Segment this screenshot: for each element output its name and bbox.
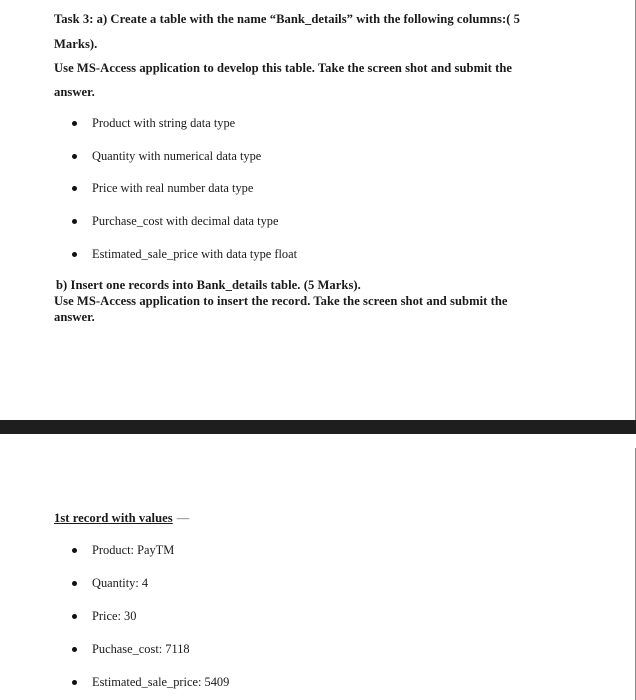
record-heading-text: 1st record with values xyxy=(54,511,173,525)
record-heading-dash: — xyxy=(176,511,190,525)
list-item-label: Estimated_sale_price: 5409 xyxy=(92,675,230,689)
bullet-icon xyxy=(72,219,77,224)
page-separator xyxy=(0,420,636,434)
list-item-label: Estimated_sale_price with data type float xyxy=(92,247,298,261)
bullet-icon xyxy=(72,186,77,191)
list-item xyxy=(72,116,235,131)
list-item-label: Product with string data type xyxy=(92,116,236,130)
list-item xyxy=(72,675,229,690)
part-b-line3: answer. xyxy=(54,310,95,324)
bullet-icon xyxy=(72,121,77,126)
list-item xyxy=(72,247,297,262)
part-b-line2: Use MS-Access application to insert the record. Take the screen shot and submit the xyxy=(54,294,508,308)
list-item xyxy=(72,181,253,196)
task-heading-line3: Use MS-Access application to develop this table. Take the screen shot and submit the xyxy=(54,61,513,75)
bullet-icon xyxy=(72,680,77,685)
list-item xyxy=(72,149,261,164)
list-item-label: Quantity with numerical data type xyxy=(92,149,262,163)
bullet-icon xyxy=(72,614,77,619)
task-heading-line2: Marks). xyxy=(54,37,98,51)
task-heading-line4: answer. xyxy=(54,85,95,99)
list-item-label: Price with real number data type xyxy=(92,181,254,195)
list-item xyxy=(72,543,174,558)
list-item-label: Puchase_cost: 7118 xyxy=(92,642,190,656)
list-item xyxy=(72,642,190,657)
record-heading xyxy=(54,511,189,526)
list-item-label: Price: 30 xyxy=(92,609,137,623)
bullet-icon xyxy=(72,154,77,159)
bullet-icon xyxy=(72,548,77,553)
list-item-label: Quantity: 4 xyxy=(92,576,149,590)
list-item xyxy=(72,609,136,624)
task-heading-line1: Task 3: a) Create a table with the name “Bank_details” with the following columns:( 5 xyxy=(54,12,521,26)
bullet-icon xyxy=(72,647,77,652)
part-b-line1: b) Insert one records into Bank_details table. (5 Marks). xyxy=(56,278,361,292)
list-item-label: Product: PayTM xyxy=(92,543,175,557)
list-item xyxy=(72,576,148,591)
bullet-icon xyxy=(72,252,77,257)
list-item-label: Purchase_cost with decimal data type xyxy=(92,214,279,228)
bullet-icon xyxy=(72,581,77,586)
list-item xyxy=(72,214,279,229)
